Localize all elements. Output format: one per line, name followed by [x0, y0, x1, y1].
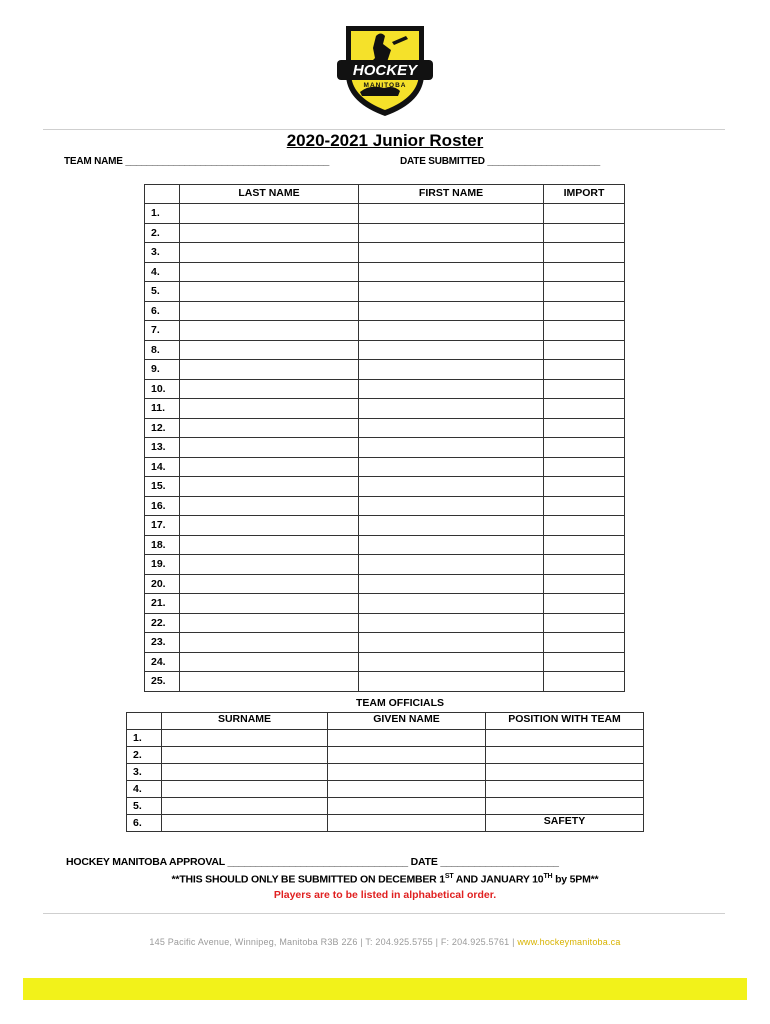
first-name-cell[interactable]	[359, 360, 544, 380]
last-name-cell[interactable]	[180, 340, 359, 360]
player-row-number: 13.	[145, 438, 180, 458]
import-cell[interactable]	[544, 594, 625, 614]
last-name-cell[interactable]	[180, 262, 359, 282]
first-name-cell[interactable]	[359, 594, 544, 614]
player-row	[145, 633, 625, 653]
last-name-cell[interactable]	[180, 477, 359, 497]
top-divider	[43, 129, 725, 130]
player-row	[145, 672, 625, 692]
header-given-name: GIVEN NAME	[328, 713, 486, 730]
player-row-number: 24.	[145, 652, 180, 672]
given-name-cell[interactable]	[328, 781, 486, 798]
footer-address: 145 Pacific Avenue, Winnipeg, Manitoba R3B 2Z6 | T: 204.925.5755 | F: 204.925.5761 |	[149, 937, 518, 947]
official-row	[127, 730, 644, 747]
first-name-cell[interactable]	[359, 243, 544, 263]
first-name-cell[interactable]	[359, 262, 544, 282]
import-cell[interactable]	[544, 262, 625, 282]
player-row	[145, 399, 625, 419]
surname-cell[interactable]	[162, 781, 328, 798]
last-name-cell[interactable]	[180, 535, 359, 555]
official-row-number: 3.	[127, 764, 162, 781]
officials-table	[126, 712, 644, 832]
surname-cell[interactable]	[162, 815, 328, 832]
import-cell[interactable]	[544, 360, 625, 380]
import-cell[interactable]	[544, 321, 625, 341]
last-name-cell[interactable]	[180, 204, 359, 224]
player-row-number: 18.	[145, 535, 180, 555]
last-name-cell[interactable]	[180, 321, 359, 341]
position-cell[interactable]	[486, 730, 644, 747]
first-name-cell[interactable]	[359, 223, 544, 243]
player-row-number: 5.	[145, 282, 180, 302]
player-row	[145, 223, 625, 243]
players-body	[145, 204, 625, 692]
last-name-cell[interactable]	[180, 652, 359, 672]
player-row	[145, 379, 625, 399]
officials-header-row	[127, 713, 644, 730]
given-name-cell[interactable]	[328, 730, 486, 747]
official-row	[127, 747, 644, 764]
first-name-cell[interactable]	[359, 672, 544, 692]
surname-cell[interactable]	[162, 730, 328, 747]
first-name-cell[interactable]	[359, 418, 544, 438]
player-row	[145, 477, 625, 497]
player-row	[145, 457, 625, 477]
team-officials-label: TEAM OFFICIALS	[355, 697, 445, 709]
import-cell[interactable]	[544, 438, 625, 458]
notice-sup-st: ST	[444, 873, 454, 880]
notice-middle: AND JANUARY 10	[453, 873, 544, 886]
official-row-number: 6.	[127, 815, 162, 832]
import-cell[interactable]	[544, 652, 625, 672]
first-name-cell[interactable]	[359, 282, 544, 302]
footer-website-link[interactable]: www.hockeymanitoba.ca	[517, 937, 621, 947]
player-row-number: 25.	[145, 672, 180, 692]
first-name-cell[interactable]	[359, 477, 544, 497]
player-row-number: 16.	[145, 496, 180, 516]
import-cell[interactable]	[544, 379, 625, 399]
player-row-number: 14.	[145, 457, 180, 477]
first-name-cell[interactable]	[359, 438, 544, 458]
import-cell[interactable]	[544, 223, 625, 243]
last-name-cell[interactable]	[180, 360, 359, 380]
player-row	[145, 262, 625, 282]
last-name-cell[interactable]	[180, 555, 359, 575]
import-cell[interactable]	[544, 535, 625, 555]
last-name-cell[interactable]	[180, 223, 359, 243]
import-cell[interactable]	[544, 418, 625, 438]
last-name-cell[interactable]	[180, 399, 359, 419]
player-row	[145, 360, 625, 380]
player-row-number: 2.	[145, 223, 180, 243]
last-name-cell[interactable]	[180, 301, 359, 321]
player-row	[145, 321, 625, 341]
player-row-number: 15.	[145, 477, 180, 497]
import-cell[interactable]	[544, 555, 625, 575]
last-name-cell[interactable]	[180, 379, 359, 399]
player-row	[145, 243, 625, 263]
player-row-number: 3.	[145, 243, 180, 263]
official-row-number: 4.	[127, 781, 162, 798]
official-row-number: 5.	[127, 798, 162, 815]
first-name-cell[interactable]	[359, 555, 544, 575]
player-row-number: 23.	[145, 633, 180, 653]
import-cell[interactable]	[544, 516, 625, 536]
import-cell[interactable]	[544, 496, 625, 516]
player-row-number: 11.	[145, 399, 180, 419]
import-cell[interactable]	[544, 477, 625, 497]
player-row	[145, 438, 625, 458]
notice-suffix: by 5PM**	[552, 873, 599, 886]
player-row	[145, 418, 625, 438]
alphabetical-warning: Players are to be listed in alphabetical order.	[273, 889, 497, 901]
last-name-cell[interactable]	[180, 496, 359, 516]
footer-contact	[0, 937, 770, 947]
approval-line: HOCKEY MANITOBA APPROVAL ________________________________ DATE _____________________	[66, 856, 559, 868]
last-name-cell[interactable]	[180, 282, 359, 302]
player-row-number: 6.	[145, 301, 180, 321]
import-cell[interactable]	[544, 672, 625, 692]
first-name-cell[interactable]	[359, 496, 544, 516]
first-name-cell[interactable]	[359, 535, 544, 555]
last-name-cell[interactable]	[180, 438, 359, 458]
player-row-number: 4.	[145, 262, 180, 282]
import-cell[interactable]	[544, 204, 625, 224]
notice-sup-th: TH	[543, 873, 553, 880]
officials-body	[127, 730, 644, 832]
last-name-cell[interactable]	[180, 672, 359, 692]
player-row-number: 22.	[145, 613, 180, 633]
last-name-cell[interactable]	[180, 457, 359, 477]
first-name-cell[interactable]	[359, 399, 544, 419]
import-cell[interactable]	[544, 613, 625, 633]
player-row	[145, 204, 625, 224]
bottom-yellow-bar	[23, 978, 747, 1000]
player-row-number: 20.	[145, 574, 180, 594]
last-name-cell[interactable]	[180, 613, 359, 633]
given-name-cell[interactable]	[328, 747, 486, 764]
page-title: 2020-2021 Junior Roster	[286, 131, 484, 150]
players-table	[144, 184, 625, 692]
import-cell[interactable]	[544, 243, 625, 263]
given-name-cell[interactable]	[328, 798, 486, 815]
first-name-cell[interactable]	[359, 340, 544, 360]
footer-divider	[43, 913, 725, 914]
player-row-number: 8.	[145, 340, 180, 360]
player-row	[145, 574, 625, 594]
first-name-cell[interactable]	[359, 516, 544, 536]
player-row-number: 19.	[145, 555, 180, 575]
hockey-manitoba-logo	[332, 22, 438, 118]
official-row	[127, 815, 644, 832]
last-name-cell[interactable]	[180, 633, 359, 653]
logo-word-manitoba: MANITOBA	[363, 82, 407, 89]
players-header-num	[145, 185, 180, 204]
official-row	[127, 781, 644, 798]
official-row-number: 2.	[127, 747, 162, 764]
player-row	[145, 555, 625, 575]
header-import: IMPORT	[544, 185, 625, 204]
players-header-row	[145, 185, 625, 204]
import-cell[interactable]	[544, 340, 625, 360]
surname-cell[interactable]	[162, 764, 328, 781]
player-row-number: 9.	[145, 360, 180, 380]
last-name-cell[interactable]	[180, 418, 359, 438]
surname-cell[interactable]	[162, 798, 328, 815]
first-name-cell[interactable]	[359, 204, 544, 224]
header-position: POSITION WITH TEAM	[486, 713, 644, 730]
position-cell[interactable]: SAFETY	[486, 815, 644, 832]
player-row-number: 17.	[145, 516, 180, 536]
last-name-cell[interactable]	[180, 243, 359, 263]
first-name-cell[interactable]	[359, 301, 544, 321]
player-row-number: 12.	[145, 418, 180, 438]
player-row-number: 7.	[145, 321, 180, 341]
official-row	[127, 764, 644, 781]
player-row-number: 10.	[145, 379, 180, 399]
notice-prefix: **THIS SHOULD ONLY BE SUBMITTED ON DECEMBER 1	[171, 873, 445, 886]
import-cell[interactable]	[544, 633, 625, 653]
import-cell[interactable]	[544, 399, 625, 419]
first-name-cell[interactable]	[359, 574, 544, 594]
import-cell[interactable]	[544, 457, 625, 477]
submission-notice	[0, 873, 770, 886]
player-row	[145, 282, 625, 302]
player-row	[145, 301, 625, 321]
surname-cell[interactable]	[162, 747, 328, 764]
last-name-cell[interactable]	[180, 574, 359, 594]
player-row-number: 1.	[145, 204, 180, 224]
official-row-number: 1.	[127, 730, 162, 747]
team-name-field: TEAM NAME ______________________________________	[64, 156, 330, 167]
player-row	[145, 535, 625, 555]
player-row	[145, 594, 625, 614]
player-row	[145, 613, 625, 633]
import-cell[interactable]	[544, 301, 625, 321]
last-name-cell[interactable]	[180, 594, 359, 614]
first-name-cell[interactable]	[359, 633, 544, 653]
player-row	[145, 652, 625, 672]
position-cell[interactable]	[486, 747, 644, 764]
first-name-cell[interactable]	[359, 321, 544, 341]
header-first-name: FIRST NAME	[359, 185, 544, 204]
first-name-cell[interactable]	[359, 613, 544, 633]
officials-header-num	[127, 713, 162, 730]
import-cell[interactable]	[544, 574, 625, 594]
given-name-cell[interactable]	[328, 764, 486, 781]
official-row	[127, 798, 644, 815]
first-name-cell[interactable]	[359, 379, 544, 399]
first-name-cell[interactable]	[359, 457, 544, 477]
header-last-name: LAST NAME	[180, 185, 359, 204]
last-name-cell[interactable]	[180, 516, 359, 536]
position-cell[interactable]	[486, 781, 644, 798]
import-cell[interactable]	[544, 282, 625, 302]
player-row	[145, 516, 625, 536]
logo-word-hockey: HOCKEY	[352, 62, 418, 79]
header-surname: SURNAME	[162, 713, 328, 730]
player-row	[145, 340, 625, 360]
first-name-cell[interactable]	[359, 652, 544, 672]
given-name-cell[interactable]	[328, 815, 486, 832]
player-row	[145, 496, 625, 516]
date-submitted-field: DATE SUBMITTED _____________________	[400, 156, 600, 167]
position-cell[interactable]	[486, 798, 644, 815]
position-cell[interactable]	[486, 764, 644, 781]
player-row-number: 21.	[145, 594, 180, 614]
